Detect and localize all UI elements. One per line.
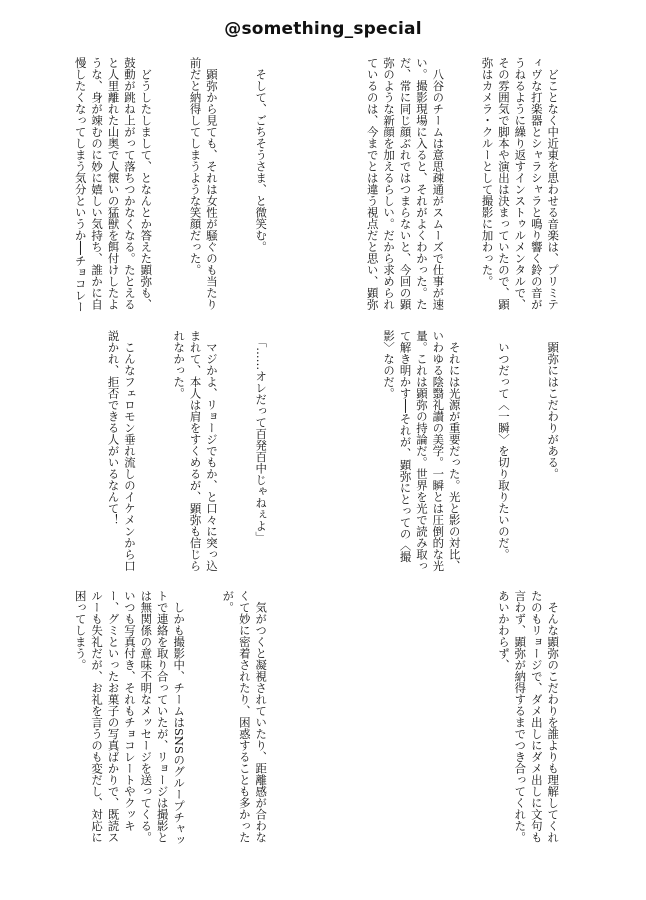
text-column-right-middle (362, 330, 594, 576)
paragraph: どうしたしまして、となんとか答えた顕弥も、鼓動が跳ね上がって落ちつかなくなる。たとえると人里離れた山奥で人懐いの猛獣を餌付けしたような、身が竦むのに妙に嬉しい気持ち、誰かに自慢したくなってしまう気分というか──チョコレー (73, 57, 154, 313)
paragraph: どことなく中近東を思わせる音楽は、プリミティヴな打楽器とシャラシャラと鳴り響く鈴の音がうねるように繰り返すインストゥルメンタルで、その雰囲気で脚本や演出は決まっていたので、顕弥はカメラ・クルーとして撮影に加わった。 (480, 57, 561, 310)
paragraph: 顕弥から見ても、それは女性が騒ぐのも当たり前だと納得してしまうような笑顔だった。 (188, 57, 219, 310)
text-column-left-middle (70, 330, 302, 576)
paragraph: 「……オレだって百発百中じゃねぇよ」 (254, 330, 269, 543)
page-handle: @something_special (224, 19, 422, 39)
text-column-right-bottom (362, 590, 594, 848)
paragraph: そんな顕弥のこだわりを誰よりも理解してくれたのもリョージで、ダメ出しにダメ出しに文句も言わず、顕弥が納得するまでつき合ってくれた。あいかわらず、 (496, 590, 561, 843)
paragraph: しかも撮影中、チームはSNSのグループチャットで連絡を取り合っていたが、リョージは撮影とは無関係の意味不明なメッセージを送ってくる。いつも写真付き、それもチョコレートやクッキー、グミといったお菓子の写真ばかりで、既読スルーも失礼だが、お礼を言うのも変だし、対応に困ってしまう。 (73, 590, 187, 846)
text-column-left-top (70, 57, 302, 315)
paragraph (70, 330, 72, 576)
paragraph: こんなフェロモン垂れ流しのイケメンから口説かれ、拒否できる人がいるなんて！ (106, 330, 137, 572)
paragraph: 気がつくと凝視されていたり、距離感が合わなくて妙に密着されたり、困惑することも多かったが。 (221, 590, 269, 843)
text-column-left-bottom (70, 590, 302, 848)
paragraph: いつだって〈一瞬〉を切り取りたいのだ。 (496, 330, 511, 560)
paragraph: 顕弥にはこだわりがある。 (546, 330, 561, 480)
paragraph: 八谷のチームは意思疎通がスムーズで仕事が速い。撮影現場に入ると、それがよくわかった。ただ、常に同じ顔ぶれではつまらないと、今回の顕弥のような新顔を加えるらしい。だから求められているのは、今までとは違う視点だと思い、顕弥 (365, 57, 446, 310)
paragraph: そして、ごちそうさま、と微笑む。 (254, 57, 269, 253)
text-column-right-top (362, 57, 594, 315)
paragraph: それには光源が重要だった。光と影の対比、いわゆる陰翳礼讃の美学。一瞬とは圧倒的な光量。これは顕弥の持論だ。世界を光で読み取って解き明かす──それが、顕弥にとっての〈撮影〉なのだ。 (382, 330, 462, 572)
paragraph: マジかよ、リョージでもか、と口々に突っ込まれて、本人は肩をすくめるが、顕弥も信じられなかった。 (172, 330, 219, 572)
